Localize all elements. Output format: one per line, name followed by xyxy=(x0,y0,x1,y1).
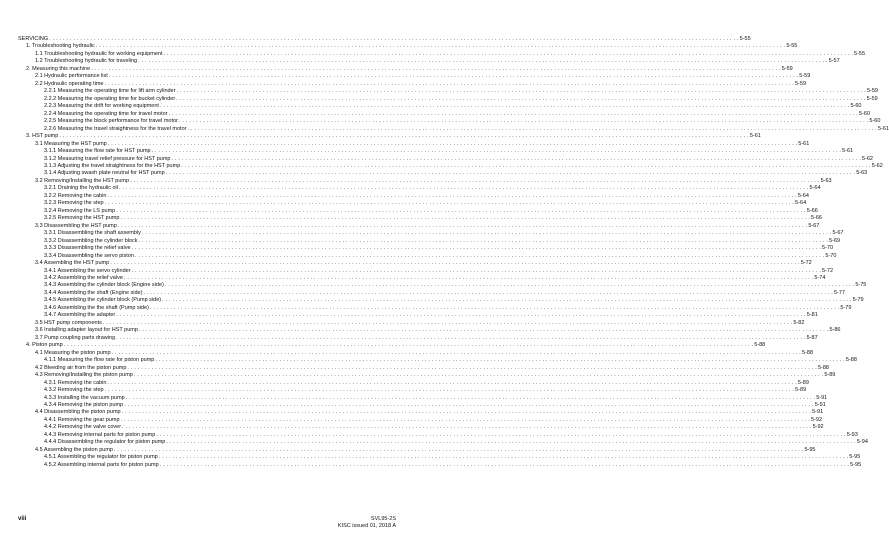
toc-leader-dots: . . . . . . . . . . . . . . . . . . . . . . . . . . . . . . . . . . . . . . . . . . . . . . . . . . . . . . . . . . . . . . . . . . . . . . . . . . . . . . . . . . . . . . . . . . . . . . . . . . . . . . . . . . . . . . . . . . . . . . . . . . . . . . . . . . . . . . . . . . . . . . . . . . . . . . . . . . . . . . . . . . . . . . . . . . . . . . . . . . . . . . . . . . . . . . . . . . . . . . . . xyxy=(49,36,739,42)
toc-entry-title: 4.5.1 Assembling the regulator for piston pump xyxy=(44,454,158,461)
toc-entry[interactable] xyxy=(18,260,812,267)
footer-document-info xyxy=(338,516,396,529)
toc-entry-title: 3. HST pump xyxy=(26,133,59,140)
toc-leader-dots: . . . . . . . . . . . . . . . . . . . . . . . . . . . . . . . . . . . . . . . . . . . . . . . . . . . . . . . . . . . . . . . . . . . . . . . . . . . . . . . . . . . . . . . . . . . . . . . . . . . . . . . . . . . . . . . . . . . . . . . . . . . . . . . . . . . . . . . . . . . . . . . . . . . . . . . . . . . . . . . . . . . . . . . . . . . . . . . . . . . . . . . . . . . . . . . . . . . . . . . . xyxy=(123,275,814,281)
toc-leader-dots: . . . . . . . . . . . . . . . . . . . . . . . . . . . . . . . . . . . . . . . . . . . . . . . . . . . . . . . . . . . . . . . . . . . . . . . . . . . . . . . . . . . . . . . . . . . . . . . . . . . . . . . . . . . . . . . . . . . . . . . . . . . . . . . . . . . . . . . . . . . . . . . . . . . . . . . . . . . . . . . . . . . . . . . . . . . . . . . . . . . . . . . . . . . . . . . . . . . . . . . . xyxy=(124,401,814,408)
toc-entry-title: 3.1.2 Measuring travel relief pressure for HST pump xyxy=(44,155,171,162)
toc-leader-dots: . . . . . . . . . . . . . . . . . . . . . . . . . . . . . . . . . . . . . . . . . . . . . . . . . . . . . . . . . . . . . . . . . . . . . . . . . . . . . . . . . . . . . . . . . . . . . . . . . . . . . . . . . . . . . . . . . . . . . . . . . . . . . . . . . . . . . . . . . . . . . . . . . . . . . . . . . . . . . . . . . . . . . . . . . . . . . . . . . . . . . . . . . . . . . . . . . . . . . . . . xyxy=(122,424,812,431)
toc-entry[interactable] xyxy=(18,155,873,163)
toc-entry-title: 3.2.5 Removing the HST pump xyxy=(44,215,120,222)
toc-entry[interactable] xyxy=(18,319,805,327)
toc-entry[interactable] xyxy=(18,148,854,155)
toc-entry-title: 4.4 Disassembling the piston pump xyxy=(35,409,121,416)
toc-entry-title: 3.4.4 Assembling the shaft (Engine side) xyxy=(44,289,143,296)
toc-entry[interactable] xyxy=(18,192,809,200)
toc-entry-title: 4.4.3 Removing internal parts for piston pump xyxy=(44,431,156,438)
toc-entry-title: 3.4.1 Assembling the servo cylinder xyxy=(44,267,131,274)
toc-entry-title: 3.4.2 Assembling the relief valve xyxy=(44,275,123,281)
toc-entry-page: 5-55 xyxy=(854,50,866,57)
toc-leader-dots: . . . . . . . . . . . . . . . . . . . . . . . . . . . . . . . . . . . . . . . . . . . . . . . . . . . . . . . . . . . . . . . . . . . . . . . . . . . . . . . . . . . . . . . . . . . . . . . . . . . . . . . . . . . . . . . . . . . . . . . . . . . . . . . . . . . . . . . . . . . . . . . . . . . . . . . . . . . . . . . . . . . . . . . . . . . . . . . . . . . . . . . . . . . . . . . . . . . . . . . . xyxy=(162,297,852,304)
toc-leader-dots: . . . . . . . . . . . . . . . . . . . . . . . . . . . . . . . . . . . . . . . . . . . . . . . . . . . . . . . . . . . . . . . . . . . . . . . . . . . . . . . . . . . . . . . . . . . . . . . . . . . . . . . . . . . . . . . . . . . . . . . . . . . . . . . . . . . . . . . . . . . . . . . . . . . . . . . . . . . . . . . . . . . . . . . . . . . . . . . . . . . . . . . . . . . . . . . . . . . . . . . . xyxy=(130,177,820,184)
toc-entry-title: 3.1.4 Adjusting swash plate neutral for HST pump xyxy=(44,170,165,177)
toc-entry-page: 5-79 xyxy=(852,297,864,304)
toc-leader-dots: . . . . . . . . . . . . . . . . . . . . . . . . . . . . . . . . . . . . . . . . . . . . . . . . . . . . . . . . . . . . . . . . . . . . . . . . . . . . . . . . . . . . . . . . . . . . . . . . . . . . . . . . . . . . . . . . . . . . . . . . . . . . . . . . . . . . . . . . . . . . . . . . . . . . . . . . . . . . . . . . . . . . . . . . . . . . . . . . . . . . . . . . . . . . . . . . . . . . . . . . xyxy=(134,252,825,259)
toc-entry-title: 3.3 Disassembling the HST pump xyxy=(35,222,117,229)
toc-entry-title: 3.4.7 Assembling the adapter xyxy=(44,312,116,319)
toc-leader-dots: . . . . . . . . . . . . . . . . . . . . . . . . . . . . . . . . . . . . . . . . . . . . . . . . . . . . . . . . . . . . . . . . . . . . . . . . . . . . . . . . . . . . . . . . . . . . . . . . . . . . . . . . . . . . . . . . . . . . . . . . . . . . . . . . . . . . . . . . . . . . . . . . . . . . . . . . . . . . . . . . . . . . . . . . . . . . . . . . . . . . . . . . . . . . . . . . . . . . . . . . xyxy=(143,289,833,296)
toc-leader-dots: . . . . . . . . . . . . . . . . . . . . . . . . . . . . . . . . . . . . . . . . . . . . . . . . . . . . . . . . . . . . . . . . . . . . . . . . . . . . . . . . . . . . . . . . . . . . . . . . . . . . . . . . . . . . . . . . . . . . . . . . . . . . . . . . . . . . . . . . . . . . . . . . . . . . . . . . . . . . . . . . . . . . . . . . . . . . . . . . . . . . . . . . . . . . . . . . . . . . . . . . xyxy=(116,334,806,341)
toc-entry-page: 5-89 xyxy=(797,379,809,386)
toc-entry[interactable] xyxy=(18,282,867,289)
toc-leader-dots: . . . . . . . . . . . . . . . . . . . . . . . . . . . . . . . . . . . . . . . . . . . . . . . . . . . . . . . . . . . . . . . . . . . . . . . . . . . . . . . . . . . . . . . . . . . . . . . . . . . . . . . . . . . . . . . . . . . . . . . . . . . . . . . . . . . . . . . . . . . . . . . . . . . . . . . . . . . . . . . . . . . . . . . . . . . . . . . . . . . . . . . . . . . . . . . . . . . . . . . . xyxy=(131,267,822,274)
toc-entry[interactable] xyxy=(18,387,807,394)
toc-entry[interactable] xyxy=(18,394,828,402)
toc-leader-dots: . . . . . . . . . . . . . . . . . . . . . . . . . . . . . . . . . . . . . . . . . . . . . . . . . . . . . . . . . . . . . . . . . . . . . . . . . . . . . . . . . . . . . . . . . . . . . . . . . . . . . . . . . . . . . . . . . . . . . . . . . . . . . . . . . . . . . . . . . . . . . . . . . . . . . . . . . . . . . . . . . . . . . . . . . . . . . . . . . . . . . . . . . . . . . . . . . . . . . . . . xyxy=(149,304,840,311)
toc-leader-dots: . . . . . . . . . . . . . . . . . . . . . . . . . . . . . . . . . . . . . . . . . . . . . . . . . . . . . . . . . . . . . . . . . . . . . . . . . . . . . . . . . . . . . . . . . . . . . . . . . . . . . . . . . . . . . . . . . . . . . . . . . . . . . . . . . . . . . . . . . . . . . . . . . . . . . . . . . . . . . . . . . . . . . . . . . . . . . . . . . . . . . . . . . . . . . . . . . . . . . . . . xyxy=(102,319,793,326)
toc-entry-page: 5-64 xyxy=(795,200,807,207)
toc-entry[interactable] xyxy=(18,416,823,424)
toc-entry-page: 5-64 xyxy=(809,185,821,192)
toc-entry-title: 4.3.3 Installing the vacuum pump xyxy=(44,394,125,401)
toc-entry-title: 3.2 Removing/Installing the HST pump xyxy=(35,177,130,184)
toc-entry-page: 5-55 xyxy=(786,43,798,50)
toc-leader-dots: . . . . . . . . . . . . . . . . . . . . . . . . . . . . . . . . . . . . . . . . . . . . . . . . . . . . . . . . . . . . . . . . . . . . . . . . . . . . . . . . . . . . . . . . . . . . . . . . . . . . . . . . . . . . . . . . . . . . . . . . . . . . . . . . . . . . . . . . . . . . . . . . . . . . . . . . . . . . . . . . . . . . . . . . . . . . . . . . . . . . . . . . . . . . . . . . . . . . . . . . xyxy=(138,327,829,334)
toc-entry-page: 5-60 xyxy=(859,110,871,117)
toc-entry[interactable] xyxy=(18,289,845,297)
toc-leader-dots: . . . . . . . . . . . . . . . . . . . . . . . . . . . . . . . . . . . . . . . . . . . . . . . . . . . . . . . . . . . . . . . . . . . . . . . . . . . . . . . . . . . . . . . . . . . . . . . . . . . . . . . . . . . . . . . . . . . . . . . . . . . . . . . . . . . . . . . . . . . . . . . . . . . . . . . . . . . . . . . . . . . . . . . . . . . . . . . . . . . . . . . . . . . . . . . . . . . . . . . . xyxy=(133,372,824,379)
toc-leader-dots: . . . . . . . . . . . . . . . . . . . . . . . . . . . . . . . . . . . . . . . . . . . . . . . . . . . . . . . . . . . . . . . . . . . . . . . . . . . . . . . . . . . . . . . . . . . . . . . . . . . . . . . . . . . . . . . . . . . . . . . . . . . . . . . . . . . . . . . . . . . . . . . . . . . . . . . . . . . . . . . . . . . . . . . . . . . . . . . . . . . . . . . . . . . . . . . . . . . . . . . . xyxy=(111,349,802,356)
toc-entry-title: 4.3 Removing/Installing the piston pump xyxy=(35,372,133,379)
toc-leader-dots: . . . . . . . . . . . . . . . . . . . . . . . . . . . . . . . . . . . . . . . . . . . . . . . . . . . . . . . . . . . . . . . . . . . . . . . . . . . . . . . . . . . . . . . . . . . . . . . . . . . . . . . . . . . . . . . . . . . . . . . . . . . . . . . . . . . . . . . . . . . . . . . . . . . . . . . . . . . . . . . . . . . . . . . . . . . . . . . . . . . . . . . . . . . . . . . . . . . . . . . . xyxy=(166,439,856,446)
toc-entry-page: 5-91 xyxy=(814,401,826,408)
toc-entry-title: 4.3.2 Removing the step xyxy=(44,387,104,394)
toc-entry[interactable] xyxy=(18,177,832,185)
toc-entry-page: 5-92 xyxy=(811,416,823,423)
toc-leader-dots: . . . . . . . . . . . . . . . . . . . . . . . . . . . . . . . . . . . . . . . . . . . . . . . . . . . . . . . . . . . . . . . . . . . . . . . . . . . . . . . . . . . . . . . . . . . . . . . . . . . . . . . . . . . . . . . . . . . . . . . . . . . . . . . . . . . . . . . . . . . . . . . . . . . . . . . . . . . . . . . . . . . . . . . . . . . . . . . . . . . . . . . . . . . . . . . . . . . . . . . . xyxy=(138,58,828,65)
toc-entry[interactable] xyxy=(18,110,871,118)
toc-entry-title: 1. Troubleshooting hydraulic xyxy=(26,43,95,50)
toc-entry-page: 5-77 xyxy=(833,289,845,296)
toc-entry-title: 2.2.2 Measuring the operating time for bucket cylinder xyxy=(44,95,176,102)
toc-entry[interactable] xyxy=(18,170,868,177)
toc-entry[interactable] xyxy=(18,349,814,357)
toc-leader-dots: . . . . . . . . . . . . . . . . . . . . . . . . . . . . . . . . . . . . . . . . . . . . . . . . . . . . . . . . . . . . . . . . . . . . . . . . . . . . . . . . . . . . . . . . . . . . . . . . . . . . . . . . . . . . . . . . . . . . . . . . . . . . . . . . . . . . . . . . . . . . . . . . . . . . . . . . . . . . . . . . . . . . . . . . . . . . . . . . . . . . . . . . . . . . . . . . . . . . . . . . xyxy=(156,431,846,438)
toc-leader-dots: . . . . . . . . . . . . . . . . . . . . . . . . . . . . . . . . . . . . . . . . . . . . . . . . . . . . . . . . . . . . . . . . . . . . . . . . . . . . . . . . . . . . . . . . . . . . . . . . . . . . . . . . . . . . . . . . . . . . . . . . . . . . . . . . . . . . . . . . . . . . . . . . . . . . . . . . . . . . . . . . . . . . . . . . . . . . . . . . . . . . . . . . . . . . . . . . . . . . . . . . xyxy=(104,80,794,87)
toc-entry-page: 5-59 xyxy=(866,88,878,95)
toc-entry-title: 4.4.1 Removing the gear pump xyxy=(44,416,120,423)
toc-leader-dots: . . . . . . . . . . . . . . . . . . . . . . . . . . . . . . . . . . . . . . . . . . . . . . . . . . . . . . . . . . . . . . . . . . . . . . . . . . . . . . . . . . . . . . . . . . . . . . . . . . . . . . . . . . . . . . . . . . . . . . . . . . . . . . . . . . . . . . . . . . . . . . . . . . . . . . . . . . . . . . . . . . . . . . . . . . . . . . . . . . . . . . . . . . . . . . . . . . . . . . . . xyxy=(121,409,812,416)
toc-entry-page: 5-61 xyxy=(842,148,854,155)
toc-leader-dots: . . . . . . . . . . . . . . . . . . . . . . . . . . . . . . . . . . . . . . . . . . . . . . . . . . . . . . . . . . . . . . . . . . . . . . . . . . . . . . . . . . . . . . . . . . . . . . . . . . . . . . . . . . . . . . . . . . . . . . . . . . . . . . . . . . . . . . . . . . . . . . . . . . . . . . . . . . . . . . . . . . . . . . . . . . . . . . . . . . . . . . . . . . . . . . . . . . . . . . . . xyxy=(107,379,797,386)
toc-entry-title: 1.2 Troubleshooting hydraulic for traveling xyxy=(35,58,138,65)
toc-entry-title: 4.2 Bleeding air from the piston pump xyxy=(35,364,127,371)
toc-entry-title: 3.4.6 Assembling the the shaft (Pump side) xyxy=(44,304,149,311)
toc-entry[interactable] xyxy=(18,454,861,461)
toc-entry-page: 5-91 xyxy=(812,409,824,416)
toc-entry[interactable] xyxy=(18,446,816,454)
toc-entry[interactable] xyxy=(18,252,837,260)
toc-entry[interactable] xyxy=(18,431,858,439)
toc-leader-dots: . . . . . . . . . . . . . . . . . . . . . . . . . . . . . . . . . . . . . . . . . . . . . . . . . . . . . . . . . . . . . . . . . . . . . . . . . . . . . . . . . . . . . . . . . . . . . . . . . . . . . . . . . . . . . . . . . . . . . . . . . . . . . . . . . . . . . . . . . . . . . . . . . . . . . . . . . . . . . . . . . . . . . . . . . . . . . . . . . . . . . . . . . . . . . . . . . . . . . . . . xyxy=(108,73,799,80)
toc-entry[interactable] xyxy=(18,327,841,334)
toc-entry-page: 5-66 xyxy=(806,207,818,214)
toc-entry[interactable] xyxy=(18,275,826,282)
toc-leader-dots: . . . . . . . . . . . . . . . . . . . . . . . . . . . . . . . . . . . . . . . . . . . . . . . . . . . . . . . . . . . . . . . . . . . . . . . . . . . . . . . . . . . . . . . . . . . . . . . . . . . . . . . . . . . . . . . . . . . . . . . . . . . . . . . . . . . . . . . . . . . . . . . . . . . . . . . . . . . . . . . . . . . . . . . . . . . . . . . . . . . . . . . . . . . . . . . . . . . . . . . . xyxy=(63,342,754,349)
toc-entry[interactable] xyxy=(18,200,807,207)
toc-leader-dots: . . . . . . . . . . . . . . . . . . . . . . . . . . . . . . . . . . . . . . . . . . . . . . . . . . . . . . . . . . . . . . . . . . . . . . . . . . . . . . . . . . . . . . . . . . . . . . . . . . . . . . . . . . . . . . . . . . . . . . . . . . . . . . . . . . . . . . . . . . . . . . . . . . . . . . . . . . . . . . . . . . . . . . . . . . . . . . . . . . . . . . . . . . . . . . . . . . . . . . . . xyxy=(151,148,842,155)
toc-entry-title: 3.7 Pump coupling parts drawing xyxy=(35,334,116,341)
toc-entry-title: 3.3.1 Disassembling the shaft assembly xyxy=(44,230,141,237)
toc-entry[interactable] xyxy=(18,118,881,125)
toc-entry[interactable] xyxy=(18,245,834,252)
toc-entry[interactable] xyxy=(18,185,821,192)
toc-entry-page: 5-72 xyxy=(822,267,834,274)
toc-entry[interactable] xyxy=(18,372,836,379)
toc-entry-page: 5-79 xyxy=(840,304,852,311)
toc-leader-dots: . . . . . . . . . . . . . . . . . . . . . . . . . . . . . . . . . . . . . . . . . . . . . . . . . . . . . . . . . . . . . . . . . . . . . . . . . . . . . . . . . . . . . . . . . . . . . . . . . . . . . . . . . . . . . . . . . . . . . . . . . . . . . . . . . . . . . . . . . . . . . . . . . . . . . . . . . . . . . . . . . . . . . . . . . . . . . . . . . . . . . . . . . . . . . . . . . . . . . . . . xyxy=(176,95,866,102)
toc-leader-dots: . . . . . . . . . . . . . . . . . . . . . . . . . . . . . . . . . . . . . . . . . . . . . . . . . . . . . . . . . . . . . . . . . . . . . . . . . . . . . . . . . . . . . . . . . . . . . . . . . . . . . . . . . . . . . . . . . . . . . . . . . . . . . . . . . . . . . . . . . . . . . . . . . . . . . . . . . . . . . . . . . . . . . . . . . . . . . . . . . . . . . . . . . . . . . . . . . . . . . . . . xyxy=(91,65,781,72)
toc-entry[interactable] xyxy=(18,50,866,58)
toc-entry-title: 1.1 Troubleshooting hydraulic for working equipment xyxy=(35,50,163,57)
toc-entry-page: 5-72 xyxy=(800,260,812,267)
toc-entry-title: 2.2.1 Measuring the operating time for lift arm cylinder xyxy=(44,88,176,95)
toc-entry-page: 5-63 xyxy=(820,177,832,184)
toc-entry[interactable] xyxy=(18,237,841,245)
toc-entry-title: 4. Piston pump xyxy=(26,342,63,349)
toc-entry[interactable] xyxy=(18,401,826,409)
toc-entry-page: 5-92 xyxy=(812,424,824,431)
toc-leader-dots: . . . . . . . . . . . . . . . . . . . . . . . . . . . . . . . . . . . . . . . . . . . . . . . . . . . . . . . . . . . . . . . . . . . . . . . . . . . . . . . . . . . . . . . . . . . . . . . . . . . . . . . . . . . . . . . . . . . . . . . . . . . . . . . . . . . . . . . . . . . . . . . . . . . . . . . . . . . . . . . . . . . . . . . . . . . . . . . . . . . . . . . . . . . . . . . . . . . . . . . . xyxy=(164,282,855,289)
toc-entry-title: 3.5 HST pump components xyxy=(35,319,102,326)
toc-entry[interactable] xyxy=(18,80,807,88)
toc-entry-title: 4.4.4 Disassembling the regulator for piston pump xyxy=(44,439,166,446)
toc-entry[interactable] xyxy=(18,36,751,43)
toc-entry-page: 5-63 xyxy=(856,170,868,177)
table-of-contents xyxy=(18,36,889,469)
toc-entry[interactable] xyxy=(18,424,824,431)
toc-entry[interactable] xyxy=(18,297,864,304)
toc-leader-dots: . . . . . . . . . . . . . . . . . . . . . . . . . . . . . . . . . . . . . . . . . . . . . . . . . . . . . . . . . . . . . . . . . . . . . . . . . . . . . . . . . . . . . . . . . . . . . . . . . . . . . . . . . . . . . . . . . . . . . . . . . . . . . . . . . . . . . . . . . . . . . . . . . . . . . . . . . . . . . . . . . . . . . . . . . . . . . . . . . . . . . . . . . . . . . . . . . . . . . . . . xyxy=(131,245,822,252)
toc-entry[interactable] xyxy=(18,140,810,148)
toc-entry-title: 4.5.2 Assembling internal parts for piston pump xyxy=(44,461,159,468)
toc-leader-dots: . . . . . . . . . . . . . . . . . . . . . . . . . . . . . . . . . . . . . . . . . . . . . . . . . . . . . . . . . . . . . . . . . . . . . . . . . . . . . . . . . . . . . . . . . . . . . . . . . . . . . . . . . . . . . . . . . . . . . . . . . . . . . . . . . . . . . . . . . . . . . . . . . . . . . . . . . . . . . . . . . . . . . . . . . . . . . . . . . . . . . . . . . . . . . . . . . . . . . . . . xyxy=(158,454,849,461)
toc-entry[interactable] xyxy=(18,207,818,215)
toc-entry-title: 3.4 Assembling the HST pump xyxy=(35,260,110,267)
toc-entry-page: 5-60 xyxy=(869,118,881,125)
toc-leader-dots: . . . . . . . . . . . . . . . . . . . . . . . . . . . . . . . . . . . . . . . . . . . . . . . . . . . . . . . . . . . . . . . . . . . . . . . . . . . . . . . . . . . . . . . . . . . . . . . . . . . . . . . . . . . . . . . . . . . . . . . . . . . . . . . . . . . . . . . . . . . . . . . . . . . . . . . . . . . . . . . . . . . . . . . . . . . . . . . . . . . . . . . . . . . . . . . . . . . . . . . . xyxy=(165,170,856,177)
toc-entry[interactable] xyxy=(18,312,818,319)
toc-entry-page: 5-91 xyxy=(816,394,828,401)
toc-entry-page: 5-95 xyxy=(849,454,861,461)
toc-entry-page: 5-88 xyxy=(754,342,766,349)
toc-entry-page: 5-57 xyxy=(828,58,840,65)
toc-leader-dots: . . . . . . . . . . . . . . . . . . . . . . . . . . . . . . . . . . . . . . . . . . . . . . . . . . . . . . . . . . . . . . . . . . . . . . . . . . . . . . . . . . . . . . . . . . . . . . . . . . . . . . . . . . . . . . . . . . . . . . . . . . . . . . . . . . . . . . . . . . . . . . . . . . . . . . . . . . . . . . . . . . . . . . . . . . . . . . . . . . . . . . . . . . . . . . . . . . . . . . . . xyxy=(176,88,866,95)
toc-leader-dots: . . . . . . . . . . . . . . . . . . . . . . . . . . . . . . . . . . . . . . . . . . . . . . . . . . . . . . . . . . . . . . . . . . . . . . . . . . . . . . . . . . . . . . . . . . . . . . . . . . . . . . . . . . . . . . . . . . . . . . . . . . . . . . . . . . . . . . . . . . . . . . . . . . . . . . . . . . . . . . . . . . . . . . . . . . . . . . . . . . . . . . . . . . . . . . . . . . . . . . . . xyxy=(171,155,861,162)
toc-entry-page: 5-75 xyxy=(855,282,867,289)
toc-entry[interactable] xyxy=(18,215,822,222)
toc-entry[interactable] xyxy=(18,88,878,95)
toc-leader-dots: . . . . . . . . . . . . . . . . . . . . . . . . . . . . . . . . . . . . . . . . . . . . . . . . . . . . . . . . . . . . . . . . . . . . . . . . . . . . . . . . . . . . . . . . . . . . . . . . . . . . . . . . . . . . . . . . . . . . . . . . . . . . . . . . . . . . . . . . . . . . . . . . . . . . . . . . . . . . . . . . . . . . . . . . . . . . . . . . . . . . . . . . . . . . . . . . . . . . . . . . xyxy=(120,215,810,222)
toc-entry[interactable] xyxy=(18,409,824,416)
toc-entry-page: 5-61 xyxy=(877,125,889,132)
toc-leader-dots: . . . . . . . . . . . . . . . . . . . . . . . . . . . . . . . . . . . . . . . . . . . . . . . . . . . . . . . . . . . . . . . . . . . . . . . . . . . . . . . . . . . . . . . . . . . . . . . . . . . . . . . . . . . . . . . . . . . . . . . . . . . . . . . . . . . . . . . . . . . . . . . . . . . . . . . . . . . . . . . . . . . . . . . . . . . . . . . . . . . . . . . . . . . . . . . . . . . . . . . . xyxy=(168,110,859,117)
page-number: viii xyxy=(18,516,27,522)
toc-entry-title: 2.1 Hydraulic performance list xyxy=(35,73,108,80)
toc-entry[interactable] xyxy=(18,357,857,364)
toc-leader-dots: . . . . . . . . . . . . . . . . . . . . . . . . . . . . . . . . . . . . . . . . . . . . . . . . . . . . . . . . . . . . . . . . . . . . . . . . . . . . . . . . . . . . . . . . . . . . . . . . . . . . . . . . . . . . . . . . . . . . . . . . . . . . . . . . . . . . . . . . . . . . . . . . . . . . . . . . . . . . . . . . . . . . . . . . . . . . . . . . . . . . . . . . . . . . . . . . . . . . . . . . xyxy=(159,461,850,468)
toc-entry[interactable] xyxy=(18,95,878,103)
toc-entry-page: 5-61 xyxy=(798,140,810,147)
toc-entry-title: 3.4.5 Assembling the cylinder block (Pump side) xyxy=(44,297,162,304)
toc-leader-dots: . . . . . . . . . . . . . . . . . . . . . . . . . . . . . . . . . . . . . . . . . . . . . . . . . . . . . . . . . . . . . . . . . . . . . . . . . . . . . . . . . . . . . . . . . . . . . . . . . . . . . . . . . . . . . . . . . . . . . . . . . . . . . . . . . . . . . . . . . . . . . . . . . . . . . . . . . . . . . . . . . . . . . . . . . . . . . . . . . . . . . . . . . . . . . . . . . . . . . . . . xyxy=(95,43,786,50)
toc-entry[interactable] xyxy=(18,58,840,65)
toc-entry[interactable] xyxy=(18,364,829,372)
toc-leader-dots: . . . . . . . . . . . . . . . . . . . . . . . . . . . . . . . . . . . . . . . . . . . . . . . . . . . . . . . . . . . . . . . . . . . . . . . . . . . . . . . . . . . . . . . . . . . . . . . . . . . . . . . . . . . . . . . . . . . . . . . . . . . . . . . . . . . . . . . . . . . . . . . . . . . . . . . . . . . . . . . . . . . . . . . . . . . . . . . . . . . . . . . . . . . . . . . . . . . . . . . . xyxy=(107,192,797,199)
toc-entry-title: 3.6 Installing adapter layout for HST pump xyxy=(35,327,138,334)
toc-leader-dots: . . . . . . . . . . . . . . . . . . . . . . . . . . . . . . . . . . . . . . . . . . . . . . . . . . . . . . . . . . . . . . . . . . . . . . . . . . . . . . . . . . . . . . . . . . . . . . . . . . . . . . . . . . . . . . . . . . . . . . . . . . . . . . . . . . . . . . . . . . . . . . . . . . . . . . . . . . . . . . . . . . . . . . . . . . . . . . . . . . . . . . . . . . . . . . . . . . . . . . . . xyxy=(163,50,854,57)
toc-leader-dots: . . . . . . . . . . . . . . . . . . . . . . . . . . . . . . . . . . . . . . . . . . . . . . . . . . . . . . . . . . . . . . . . . . . . . . . . . . . . . . . . . . . . . . . . . . . . . . . . . . . . . . . . . . . . . . . . . . . . . . . . . . . . . . . . . . . . . . . . . . . . . . . . . . . . . . . . . . . . . . . . . . . . . . . . . . . . . . . . . . . . . . . . . . . . . . . . . . . . . . . . xyxy=(138,237,829,244)
toc-leader-dots: . . . . . . . . . . . . . . . . . . . . . . . . . . . . . . . . . . . . . . . . . . . . . . . . . . . . . . . . . . . . . . . . . . . . . . . . . . . . . . . . . . . . . . . . . . . . . . . . . . . . . . . . . . . . . . . . . . . . . . . . . . . . . . . . . . . . . . . . . . . . . . . . . . . . . . . . . . . . . . . . . . . . . . . . . . . . . . . . . . . . . . . . . . . . . . . . . . . . . . . . xyxy=(120,416,811,423)
toc-entry-title: 4.4.2 Removing the valve cover xyxy=(44,424,122,431)
toc-entry-title: 3.2.3 Removing the step xyxy=(44,200,104,207)
toc-entry-title: 3.3.4 Disassembling the servo piston xyxy=(44,252,134,259)
toc-leader-dots: . . . . . . . . . . . . . . . . . . . . . . . . . . . . . . . . . . . . . . . . . . . . . . . . . . . . . . . . . . . . . . . . . . . . . . . . . . . . . . . . . . . . . . . . . . . . . . . . . . . . . . . . . . . . . . . . . . . . . . . . . . . . . . . . . . . . . . . . . . . . . . . . . . . . . . . . . . . . . . . . . . . . . . . . . . . . . . . . . . . . . . . . . . . . . . . . . . . . . . . . xyxy=(104,200,795,207)
toc-entry-title: 3.2.2 Removing the cabin xyxy=(44,192,107,199)
toc-entry-page: 5-66 xyxy=(810,215,822,222)
toc-entry-page: 5-95 xyxy=(850,461,862,468)
toc-leader-dots: . . . . . . . . . . . . . . . . . . . . . . . . . . . . . . . . . . . . . . . . . . . . . . . . . . . . . . . . . . . . . . . . . . . . . . . . . . . . . . . . . . . . . . . . . . . . . . . . . . . . . . . . . . . . . . . . . . . . . . . . . . . . . . . . . . . . . . . . . . . . . . . . . . . . . . . . . . . . . . . . . . . . . . . . . . . . . . . . . . . . . . . . . . . . . . . . . . . . . . . . xyxy=(127,364,817,371)
toc-leader-dots: . . . . . . . . . . . . . . . . . . . . . . . . . . . . . . . . . . . . . . . . . . . . . . . . . . . . . . . . . . . . . . . . . . . . . . . . . . . . . . . . . . . . . . . . . . . . . . . . . . . . . . . . . . . . . . . . . . . . . . . . . . . . . . . . . . . . . . . . . . . . . . . . . . . . . . . . . . . . . . . . . . . . . . . . . . . . . . . . . . . . . . . . . . . . . . . . . . . . . . . . xyxy=(116,207,806,214)
toc-entry-title: 3.2.1 Draining the hydraulic oil xyxy=(44,185,118,192)
toc-leader-dots: . . . . . . . . . . . . . . . . . . . . . . . . . . . . . . . . . . . . . . . . . . . . . . . . . . . . . . . . . . . . . . . . . . . . . . . . . . . . . . . . . . . . . . . . . . . . . . . . . . . . . . . . . . . . . . . . . . . . . . . . . . . . . . . . . . . . . . . . . . . . . . . . . . . . . . . . . . . . . . . . . . . . . . . . . . . . . . . . . . . . . . . . . . . . . . . . . . . . . . . . xyxy=(181,162,871,169)
toc-entry-page: 5-62 xyxy=(871,162,883,169)
toc-entry-title: 3.2.4 Removing the LS pump xyxy=(44,207,116,214)
toc-entry-page: 5-59 xyxy=(866,95,878,102)
toc-entry-page: 5-64 xyxy=(797,192,809,199)
toc-entry[interactable] xyxy=(18,379,809,387)
toc-entry-title: 4.1.1 Measuring the flow rate for piston pump xyxy=(44,357,155,364)
document-code: SVL95-2S xyxy=(370,516,396,522)
toc-entry-page: 5-67 xyxy=(832,230,844,237)
toc-leader-dots: . . . . . . . . . . . . . . . . . . . . . . . . . . . . . . . . . . . . . . . . . . . . . . . . . . . . . . . . . . . . . . . . . . . . . . . . . . . . . . . . . . . . . . . . . . . . . . . . . . . . . . . . . . . . . . . . . . . . . . . . . . . . . . . . . . . . . . . . . . . . . . . . . . . . . . . . . . . . . . . . . . . . . . . . . . . . . . . . . . . . . . . . . . . . . . . . . . . . . . . . xyxy=(159,103,850,110)
toc-entry[interactable] xyxy=(18,439,868,446)
toc-entry[interactable] xyxy=(18,267,834,275)
toc-entry-page: 5-81 xyxy=(806,312,818,319)
toc-entry[interactable] xyxy=(18,334,818,342)
toc-entry[interactable] xyxy=(18,73,811,80)
toc-entry-page: 5-70 xyxy=(825,252,837,259)
toc-entry-title: 4.1 Measuring the piston pump xyxy=(35,349,111,356)
toc-entry-title: 4.3.4 Removing the piston pump xyxy=(44,401,124,408)
toc-entry-page: 5-93 xyxy=(846,431,858,438)
toc-entry-page: 5-88 xyxy=(817,364,829,371)
toc-entry-title: 4.3.1 Removing the cabin xyxy=(44,379,107,386)
toc-leader-dots: . . . . . . . . . . . . . . . . . . . . . . . . . . . . . . . . . . . . . . . . . . . . . . . . . . . . . . . . . . . . . . . . . . . . . . . . . . . . . . . . . . . . . . . . . . . . . . . . . . . . . . . . . . . . . . . . . . . . . . . . . . . . . . . . . . . . . . . . . . . . . . . . . . . . . . . . . . . . . . . . . . . . . . . . . . . . . . . . . . . . . . . . . . . . . . . . . . . . . . . . xyxy=(116,312,806,319)
issue-info: KISC issued 01, 2018 A xyxy=(337,522,396,529)
toc-entry[interactable] xyxy=(18,162,883,170)
toc-entry-title: 4.5 Assembling the piston pump xyxy=(35,446,113,453)
toc-entry-page: 5-61 xyxy=(749,133,761,140)
toc-entry-title: 2.2 Hydraulic operating time xyxy=(35,80,104,87)
toc-leader-dots: . . . . . . . . . . . . . . . . . . . . . . . . . . . . . . . . . . . . . . . . . . . . . . . . . . . . . . . . . . . . . . . . . . . . . . . . . . . . . . . . . . . . . . . . . . . . . . . . . . . . . . . . . . . . . . . . . . . . . . . . . . . . . . . . . . . . . . . . . . . . . . . . . . . . . . . . . . . . . . . . . . . . . . . . . . . . . . . . . . . . . . . . . . . . . . . . . . . . . . . . xyxy=(187,125,877,132)
toc-entry-page: 5-86 xyxy=(829,327,841,334)
toc-entry-page: 5-60 xyxy=(850,103,862,110)
toc-leader-dots: . . . . . . . . . . . . . . . . . . . . . . . . . . . . . . . . . . . . . . . . . . . . . . . . . . . . . . . . . . . . . . . . . . . . . . . . . . . . . . . . . . . . . . . . . . . . . . . . . . . . . . . . . . . . . . . . . . . . . . . . . . . . . . . . . . . . . . . . . . . . . . . . . . . . . . . . . . . . . . . . . . . . . . . . . . . . . . . . . . . . . . . . . . . . . . . . . . . . . . . . xyxy=(117,222,808,229)
toc-leader-dots: . . . . . . . . . . . . . . . . . . . . . . . . . . . . . . . . . . . . . . . . . . . . . . . . . . . . . . . . . . . . . . . . . . . . . . . . . . . . . . . . . . . . . . . . . . . . . . . . . . . . . . . . . . . . . . . . . . . . . . . . . . . . . . . . . . . . . . . . . . . . . . . . . . . . . . . . . . . . . . . . . . . . . . . . . . . . . . . . . . . . . . . . . . . . . . . . . . . . . . . . xyxy=(59,133,749,140)
toc-entry-page: 5-62 xyxy=(861,155,873,162)
toc-entry-page: 5-87 xyxy=(806,334,818,341)
toc-leader-dots: . . . . . . . . . . . . . . . . . . . . . . . . . . . . . . . . . . . . . . . . . . . . . . . . . . . . . . . . . . . . . . . . . . . . . . . . . . . . . . . . . . . . . . . . . . . . . . . . . . . . . . . . . . . . . . . . . . . . . . . . . . . . . . . . . . . . . . . . . . . . . . . . . . . . . . . . . . . . . . . . . . . . . . . . . . . . . . . . . . . . . . . . . . . . . . . . . . . . . . . . xyxy=(155,357,845,364)
toc-leader-dots: . . . . . . . . . . . . . . . . . . . . . . . . . . . . . . . . . . . . . . . . . . . . . . . . . . . . . . . . . . . . . . . . . . . . . . . . . . . . . . . . . . . . . . . . . . . . . . . . . . . . . . . . . . . . . . . . . . . . . . . . . . . . . . . . . . . . . . . . . . . . . . . . . . . . . . . . . . . . . . . . . . . . . . . . . . . . . . . . . . . . . . . . . . . . . . . . . . . . . . . . xyxy=(119,185,809,192)
toc-leader-dots: . . . . . . . . . . . . . . . . . . . . . . . . . . . . . . . . . . . . . . . . . . . . . . . . . . . . . . . . . . . . . . . . . . . . . . . . . . . . . . . . . . . . . . . . . . . . . . . . . . . . . . . . . . . . . . . . . . . . . . . . . . . . . . . . . . . . . . . . . . . . . . . . . . . . . . . . . . . . . . . . . . . . . . . . . . . . . . . . . . . . . . . . . . . . . . . . . . . . . . . . xyxy=(125,394,816,401)
toc-entry-title: 2.2.6 Measuring the travel straightness for the travel motor xyxy=(44,125,187,132)
toc-entry[interactable] xyxy=(18,43,798,50)
toc-entry-page: 5-67 xyxy=(808,222,820,229)
toc-entry[interactable] xyxy=(18,461,862,469)
toc-entry-page: 5-59 xyxy=(781,65,793,72)
toc-entry-page: 5-82 xyxy=(793,319,805,326)
toc-entry-title: 3.1.3 Adjusting the travel straightness for the HST pump xyxy=(44,162,181,169)
toc-entry-title: 2.2.5 Measuring the block performance for travel motor xyxy=(44,118,178,125)
toc-leader-dots: . . . . . . . . . . . . . . . . . . . . . . . . . . . . . . . . . . . . . . . . . . . . . . . . . . . . . . . . . . . . . . . . . . . . . . . . . . . . . . . . . . . . . . . . . . . . . . . . . . . . . . . . . . . . . . . . . . . . . . . . . . . . . . . . . . . . . . . . . . . . . . . . . . . . . . . . . . . . . . . . . . . . . . . . . . . . . . . . . . . . . . . . . . . . . . . . . . . . . . . . xyxy=(113,446,804,453)
toc-entry[interactable] xyxy=(18,230,844,237)
toc-entry-page: 5-94 xyxy=(856,439,868,446)
toc-entry-page: 5-59 xyxy=(799,73,811,80)
toc-leader-dots: . . . . . . . . . . . . . . . . . . . . . . . . . . . . . . . . . . . . . . . . . . . . . . . . . . . . . . . . . . . . . . . . . . . . . . . . . . . . . . . . . . . . . . . . . . . . . . . . . . . . . . . . . . . . . . . . . . . . . . . . . . . . . . . . . . . . . . . . . . . . . . . . . . . . . . . . . . . . . . . . . . . . . . . . . . . . . . . . . . . . . . . . . . . . . . . . . . . . . . . . xyxy=(178,118,869,125)
toc-entry-title: 3.1 Measuring the HST pump xyxy=(35,140,107,147)
toc-entry-page: 5-74 xyxy=(814,275,826,281)
toc-entry-title: 3.1.1 Measuring the flow rate for HST pump xyxy=(44,148,151,155)
toc-entry-title: 3.3.2 Disassembling the cylinder block xyxy=(44,237,138,244)
toc-entry[interactable] xyxy=(18,133,761,140)
toc-entry-page: 5-69 xyxy=(829,237,841,244)
toc-leader-dots: . . . . . . . . . . . . . . . . . . . . . . . . . . . . . . . . . . . . . . . . . . . . . . . . . . . . . . . . . . . . . . . . . . . . . . . . . . . . . . . . . . . . . . . . . . . . . . . . . . . . . . . . . . . . . . . . . . . . . . . . . . . . . . . . . . . . . . . . . . . . . . . . . . . . . . . . . . . . . . . . . . . . . . . . . . . . . . . . . . . . . . . . . . . . . . . . . . . . . . . . xyxy=(107,140,798,147)
toc-entry[interactable] xyxy=(18,222,820,230)
toc-entry-title: 3.4.3 Assembling the cylinder block (Engine side) xyxy=(44,282,164,289)
toc-entry[interactable] xyxy=(18,304,852,312)
toc-entry-title: 2.2.3 Measuring the drift for working equipment xyxy=(44,103,159,110)
toc-leader-dots: . . . . . . . . . . . . . . . . . . . . . . . . . . . . . . . . . . . . . . . . . . . . . . . . . . . . . . . . . . . . . . . . . . . . . . . . . . . . . . . . . . . . . . . . . . . . . . . . . . . . . . . . . . . . . . . . . . . . . . . . . . . . . . . . . . . . . . . . . . . . . . . . . . . . . . . . . . . . . . . . . . . . . . . . . . . . . . . . . . . . . . . . . . . . . . . . . . . . . . . . xyxy=(141,230,832,237)
toc-entry[interactable] xyxy=(18,125,889,133)
toc-entry-page: 5-89 xyxy=(795,387,807,394)
toc-entry-title: SERVICING xyxy=(18,36,49,42)
toc-entry-page: 5-95 xyxy=(804,446,816,453)
toc-entry-page: 5-59 xyxy=(795,80,807,87)
toc-entry[interactable] xyxy=(18,103,862,110)
toc-leader-dots: . . . . . . . . . . . . . . . . . . . . . . . . . . . . . . . . . . . . . . . . . . . . . . . . . . . . . . . . . . . . . . . . . . . . . . . . . . . . . . . . . . . . . . . . . . . . . . . . . . . . . . . . . . . . . . . . . . . . . . . . . . . . . . . . . . . . . . . . . . . . . . . . . . . . . . . . . . . . . . . . . . . . . . . . . . . . . . . . . . . . . . . . . . . . . . . . . . . . . . . . xyxy=(110,260,800,267)
toc-entry[interactable] xyxy=(18,342,766,349)
toc-leader-dots: . . . . . . . . . . . . . . . . . . . . . . . . . . . . . . . . . . . . . . . . . . . . . . . . . . . . . . . . . . . . . . . . . . . . . . . . . . . . . . . . . . . . . . . . . . . . . . . . . . . . . . . . . . . . . . . . . . . . . . . . . . . . . . . . . . . . . . . . . . . . . . . . . . . . . . . . . . . . . . . . . . . . . . . . . . . . . . . . . . . . . . . . . . . . . . . . . . . . . . . . xyxy=(104,387,795,394)
toc-entry-page: 5-89 xyxy=(824,372,836,379)
toc-entry[interactable] xyxy=(18,65,793,73)
toc-entry-title: 2.2.4 Measuring the operating time for travel motor xyxy=(44,110,168,117)
toc-entry-page: 5-55 xyxy=(739,36,751,42)
toc-entry-title: 2. Measuring this machine xyxy=(26,65,91,72)
toc-entry-page: 5-88 xyxy=(802,349,814,356)
toc-entry-page: 5-70 xyxy=(822,245,834,252)
toc-entry-title: 3.3.3 Disassembling the relief valve xyxy=(44,245,131,252)
toc-entry-page: 5-88 xyxy=(845,357,857,364)
